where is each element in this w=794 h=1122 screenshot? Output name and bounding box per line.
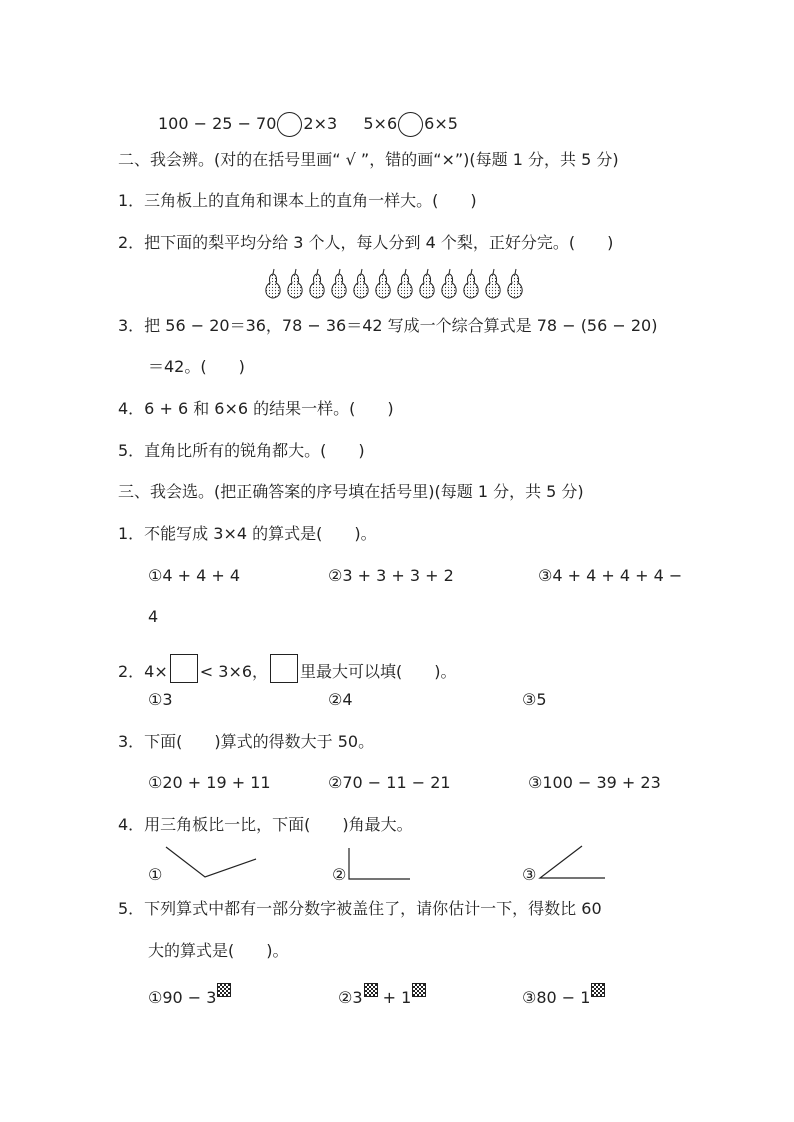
pear-icon <box>310 269 324 298</box>
pears-illustration <box>262 268 532 300</box>
s2-q3-line2: ＝42。( ) <box>148 357 245 376</box>
s3-q5-stem-line2: 大的算式是( )。 <box>148 941 289 960</box>
right-expression-b: 6×5 <box>424 114 458 133</box>
pear-icon <box>354 269 368 298</box>
covered-digit-icon <box>364 983 378 997</box>
pear-icon <box>398 269 412 298</box>
s3-q3-option3[interactable]: ③100 − 39 + 23 <box>528 773 661 792</box>
pear-icon <box>266 269 280 298</box>
s3-q3-stem: 3．下面( )算式的得数大于 50。 <box>118 732 375 751</box>
s2-q3-line1: 3．把 56 − 20＝36，78 − 36＝42 写成一个综合算式是 78 − (56 − 20) <box>118 316 658 335</box>
compare-line <box>158 112 458 137</box>
s3-q1-option3[interactable]: ③4 + 4 + 4 + 4 − <box>538 566 683 585</box>
s3-q1-option3-cont: 4 <box>148 607 159 626</box>
s3-q4-option3[interactable]: ③ <box>522 865 537 884</box>
s3-q2-option3[interactable]: ③5 <box>522 690 547 709</box>
s3-q1-option1[interactable]: ①4 + 4 + 4 <box>148 566 241 585</box>
s3-q2-option2[interactable]: ②4 <box>328 690 353 709</box>
s2-q5: 5．直角比所有的锐角都大。( ) <box>118 441 365 460</box>
pear-icon <box>508 269 522 298</box>
s3-q5-option3[interactable] <box>522 983 605 1008</box>
pear-icon <box>376 269 390 298</box>
s3-q4-stem: 4．用三角板比一比，下面( )角最大。 <box>118 815 413 834</box>
compare-circle-1[interactable] <box>277 112 302 137</box>
s3-q2-stem <box>118 654 457 683</box>
s3-q2-part3: 里最大可以填( )。 <box>300 662 457 681</box>
pear-icon <box>442 269 456 298</box>
angle-obtuse-drawing <box>166 845 258 881</box>
s3-q5-option2-text-a: ②3 <box>338 988 363 1007</box>
mid-expression: 2×3 <box>303 114 338 133</box>
right-expression-a: 5×6 <box>363 114 398 133</box>
s2-q4: 4．6 + 6 和 6×6 的结果一样。( ) <box>118 399 394 418</box>
s3-q2-option1[interactable]: ①3 <box>148 690 173 709</box>
covered-digit-icon <box>591 983 605 997</box>
s3-q2-part1: 2．4× <box>118 662 168 681</box>
s3-q5-option2[interactable] <box>338 983 426 1008</box>
covered-digit-icon <box>412 983 426 997</box>
compare-circle-2[interactable] <box>398 112 423 137</box>
s3-q1-stem: 1．不能写成 3×4 的算式是( )。 <box>118 524 377 543</box>
s3-q5-option1[interactable] <box>148 983 231 1008</box>
section3-heading: 三、我会选。(把正确答案的序号填在括号里)(每题 1 分，共 5 分) <box>118 482 584 501</box>
section2-heading: 二、我会辨。(对的在括号里画“ √ ”，错的画“×”)(每题 1 分，共 5 分) <box>118 150 619 169</box>
s3-q5-stem-line1: 5．下列算式中都有一部分数字被盖住了，请你估计一下，得数比 60 <box>118 899 602 918</box>
pear-icon <box>332 269 346 298</box>
pear-icon <box>464 269 478 298</box>
s3-q3-option1[interactable]: ①20 + 19 + 11 <box>148 773 271 792</box>
answer-box-2[interactable] <box>270 654 298 683</box>
answer-box-1[interactable] <box>170 654 198 683</box>
s3-q1-option2[interactable]: ②3 + 3 + 3 + 2 <box>328 566 454 585</box>
pear-icon <box>420 269 434 298</box>
s3-q5-option2-text-b: + 1 <box>377 988 412 1007</box>
s3-q4-option2[interactable]: ② <box>332 865 347 884</box>
s2-q2: 2．把下面的梨平均分给 3 个人，每人分到 4 个梨，正好分完。( ) <box>118 233 614 252</box>
s3-q5-option1-text: ①90 − 3 <box>148 988 217 1007</box>
left-expression: 100 − 25 − 70 <box>158 114 277 133</box>
s2-q1: 1．三角板上的直角和课本上的直角一样大。( ) <box>118 191 477 210</box>
angle-right-drawing <box>348 848 413 883</box>
s3-q2-part2: < 3×6， <box>199 662 269 681</box>
s3-q3-option2[interactable]: ②70 − 11 − 21 <box>328 773 451 792</box>
angle-acute-drawing <box>538 844 608 880</box>
covered-digit-icon <box>217 983 231 997</box>
pear-icon <box>486 269 500 298</box>
s3-q5-option3-text: ③80 − 1 <box>522 988 591 1007</box>
s3-q4-option1[interactable]: ① <box>148 865 163 884</box>
pear-icon <box>288 269 302 298</box>
